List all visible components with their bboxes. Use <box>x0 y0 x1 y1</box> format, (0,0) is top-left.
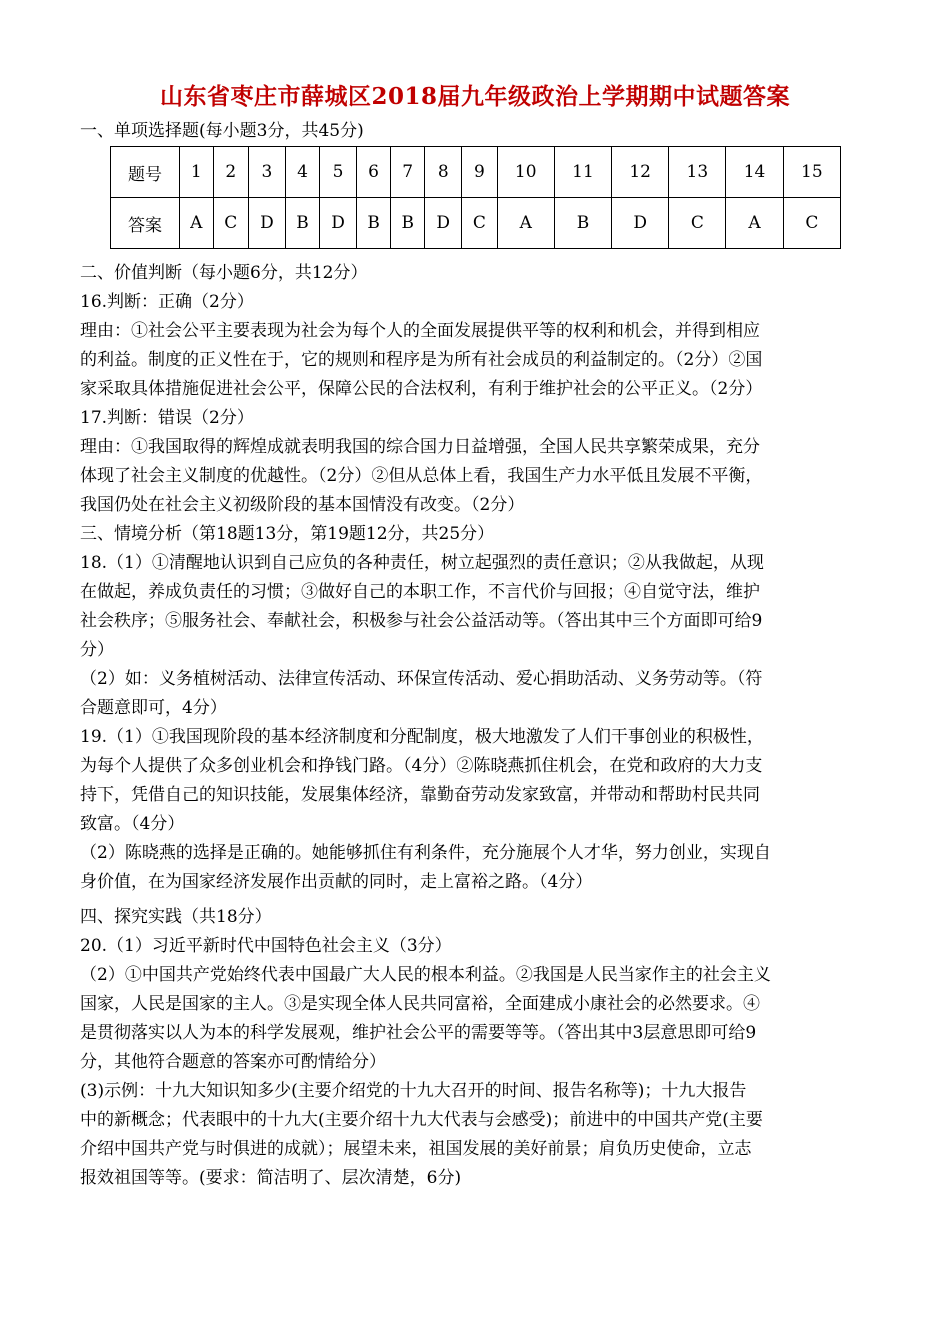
answer-line: （2）陈晓燕的选择是正确的。她能够抓住有利条件，充分施展个人才华，努力创业，实现自 <box>80 843 771 863</box>
table-row-answers <box>111 198 841 249</box>
table-cell: 5 <box>320 147 357 198</box>
answer-line: 身价值，在为国家经济发展作出贡献的同时，走上富裕之路。（4分） <box>80 872 593 892</box>
table-cell: D <box>425 198 462 249</box>
answer-line: 在做起，养成负责任的习惯；③做好自己的本职工作，不言代价与回报；④自觉守法，维护 <box>80 582 760 602</box>
table-cell: A <box>726 198 783 249</box>
table-cell: B <box>285 198 319 249</box>
answer-line: 20.（1）习近平新时代中国特色社会主义（3分） <box>80 936 452 956</box>
answer-line: 的利益。制度的正义性在于，它的规则和程序是为所有社会成员的利益制定的。（2分）②国 <box>80 350 763 370</box>
section-4-heading: 四、探究实践（共18分） <box>80 907 272 927</box>
answer-table <box>110 146 841 249</box>
answer-line: 合题意即可，4分） <box>80 698 227 718</box>
table-cell: 4 <box>285 147 319 198</box>
table-cell: B <box>391 198 425 249</box>
table-cell: A <box>497 198 554 249</box>
answer-line: 理由：①社会公平主要表现为社会为每个人的全面发展提供平等的权利和机会，并得到相应 <box>80 321 760 341</box>
table-cell: 8 <box>425 147 462 198</box>
table-cell: C <box>213 198 248 249</box>
table-cell: 13 <box>669 147 726 198</box>
answer-line: 分） <box>80 640 114 660</box>
answer-line: 我国仍处在社会主义初级阶段的基本国情没有改变。（2分） <box>80 495 525 515</box>
table-cell: D <box>248 198 285 249</box>
answer-line: 分，其他符合题意的答案亦可酌情给分） <box>80 1052 386 1072</box>
answer-line: 18.（1）①清醒地认识到自己应负的各种责任，树立起强烈的责任意识；②从我做起，从现 <box>80 553 764 573</box>
table-cell: 12 <box>612 147 669 198</box>
table-header-number: 题号 <box>111 147 180 198</box>
table-cell: 2 <box>213 147 248 198</box>
table-row-numbers <box>111 147 841 198</box>
table-cell: C <box>462 198 497 249</box>
table-cell: B <box>554 198 611 249</box>
table-cell: D <box>612 198 669 249</box>
document-title: 山东省枣庄市薛城区2018届九年级政治上学期期中试题答案 <box>159 83 790 110</box>
table-cell: 3 <box>248 147 285 198</box>
table-cell: 10 <box>497 147 554 198</box>
answer-line: 家采取具体措施促进社会公平，保障公民的合法权利，有利于维护社会的公平正义。（2分） <box>80 379 763 399</box>
section-1-heading: 一、单项选择题(每小题3分，共45分) <box>80 121 364 141</box>
answer-line: 介绍中国共产党与时俱进的成就）；展望未来，祖国发展的美好前景；肩负历史使命，立志 <box>80 1139 752 1159</box>
table-cell: 6 <box>357 147 391 198</box>
table-header-answer: 答案 <box>111 198 180 249</box>
answer-line: （2）①中国共产党始终代表中国最广大人民的根本利益。②我国是人民当家作主的社会主义 <box>80 965 771 985</box>
table-cell: A <box>180 198 214 249</box>
answer-line: 17.判断：错误（2分） <box>80 408 254 428</box>
section-2-heading: 二、价值判断（每小题6分，共12分） <box>80 263 368 283</box>
answer-line: 19.（1）①我国现阶段的基本经济制度和分配制度，极大地激发了人们干事创业的积极性， <box>80 727 764 747</box>
answer-line: 国家，人民是国家的主人。③是实现全体人民共同富裕，全面建成小康社会的必然要求。④ <box>80 994 760 1014</box>
table-cell: 11 <box>554 147 611 198</box>
answer-line: 致富。（4分） <box>80 814 185 834</box>
table-cell: 1 <box>180 147 214 198</box>
table-cell: B <box>357 198 391 249</box>
answer-line: 报效祖国等等。(要求：简洁明了、层次清楚，6分) <box>80 1168 462 1188</box>
table-cell: C <box>669 198 726 249</box>
table-cell: 9 <box>462 147 497 198</box>
answer-line: （2）如：义务植树活动、法律宣传活动、环保宣传活动、爱心捐助活动、义务劳动等。（符 <box>80 669 763 689</box>
answer-line: 16.判断：正确（2分） <box>80 292 254 312</box>
table-cell: D <box>320 198 357 249</box>
answer-line: 理由：①我国取得的辉煌成就表明我国的综合国力日益增强，全国人民共享繁荣成果，充分 <box>80 437 760 457</box>
table-cell: 15 <box>783 147 840 198</box>
answer-line: 社会秩序；⑤服务社会、奉献社会，积极参与社会公益活动等。（答出其中三个方面即可给9 <box>80 611 763 631</box>
answer-line: 持下，凭借自己的知识技能，发展集体经济，靠勤奋劳动发家致富，并带动和帮助村民共同 <box>80 785 760 805</box>
answer-line: 为每个人提供了众多创业机会和挣钱门路。（4分）②陈晓燕抓住机会，在党和政府的大力支 <box>80 756 763 776</box>
section-3-heading: 三、情境分析（第18题13分，第19题12分，共25分） <box>80 524 495 544</box>
answer-line: 体现了社会主义制度的优越性。（2分）②但从总体上看，我国生产力水平低且发展不平衡， <box>80 466 763 486</box>
table-cell: C <box>783 198 840 249</box>
table-cell: 7 <box>391 147 425 198</box>
answer-line: 中的新概念；代表眼中的十九大(主要介绍十九大代表与会感受)；前进中的中国共产党(主要 <box>80 1110 763 1130</box>
answer-line: 是贯彻落实以人为本的科学发展观，维护社会公平的需要等等。（答出其中3层意思即可给9 <box>80 1023 757 1043</box>
table-cell: 14 <box>726 147 783 198</box>
answer-line: (3)示例：十九大知识知多少(主要介绍党的十九大召开的时间、报告名称等)；十九大报告 <box>80 1081 747 1101</box>
